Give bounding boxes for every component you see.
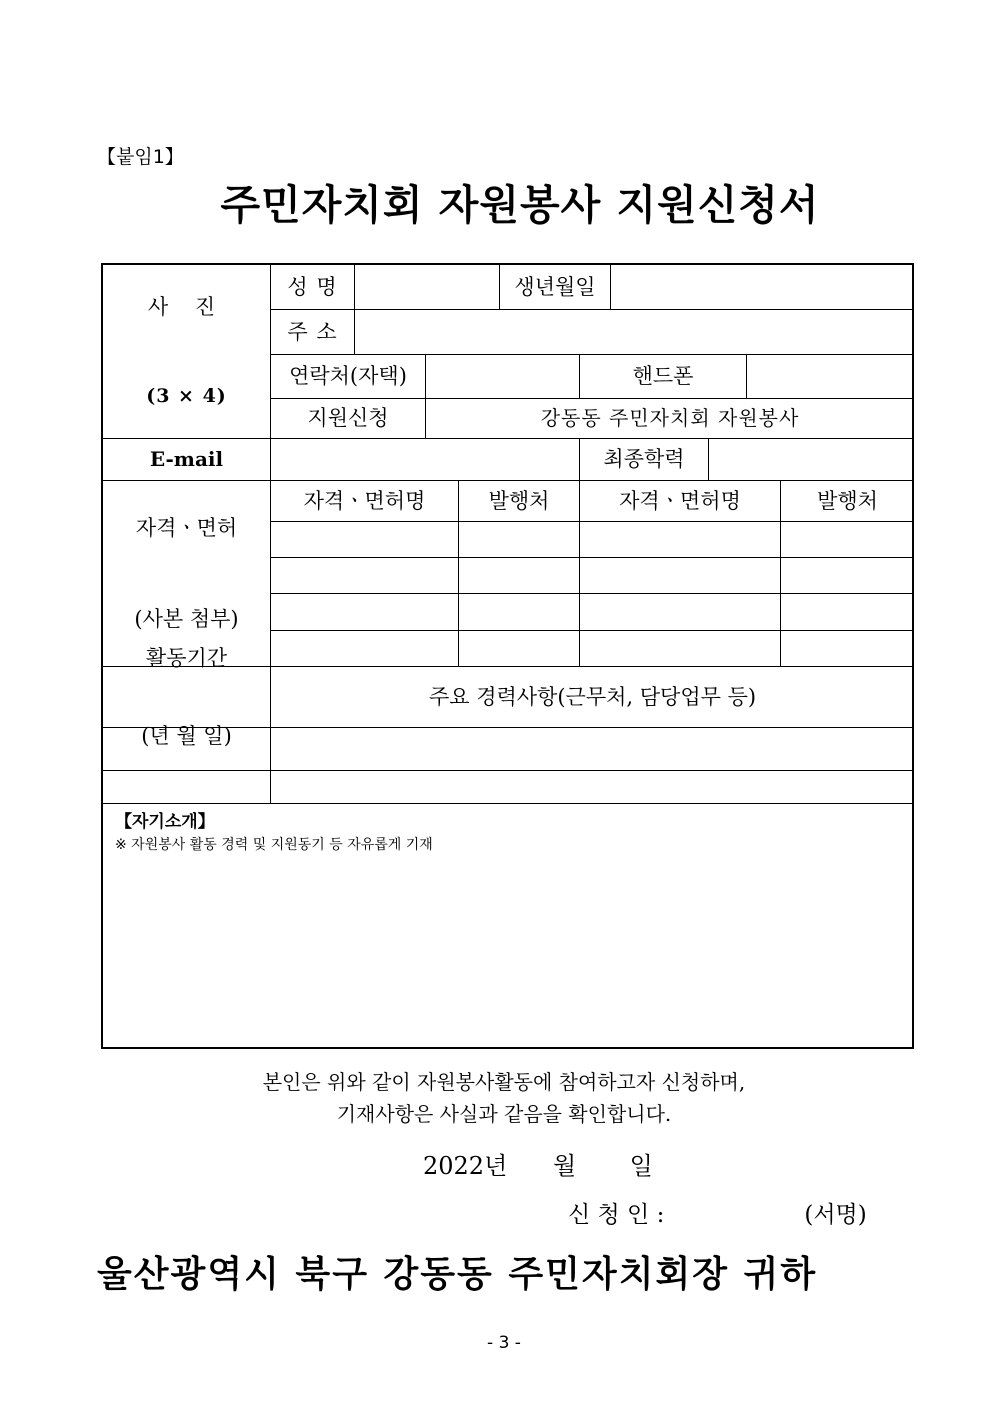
- mobile-field[interactable]: [747, 355, 914, 398]
- application-date: 2022년 월 일: [423, 1152, 653, 1180]
- license-name-header-1: 자격ㆍ면허명: [303, 488, 426, 513]
- apply-label: 지원신청: [307, 406, 389, 431]
- applicant-line: [568, 1196, 867, 1229]
- education-field[interactable]: [709, 439, 914, 480]
- period-field[interactable]: [103, 771, 270, 803]
- phone-home-label: 연락처(자택): [289, 364, 407, 389]
- address-field[interactable]: [355, 310, 914, 354]
- career-header: 주요 경력사항(근무처, 담당업무 등): [428, 684, 757, 709]
- license-label-line2: (사본 첨부): [134, 606, 239, 631]
- applicant-label: 신 청 인 :: [568, 1202, 665, 1228]
- mobile-label: 핸드폰: [632, 364, 694, 389]
- attachment-label: 【붙임1】: [97, 146, 184, 168]
- application-form: [101, 263, 914, 1049]
- self-intro-title: 【자기소개】: [115, 812, 215, 832]
- period-label-line2: (년 월 일): [141, 724, 232, 749]
- birth-label: 생년월일: [514, 274, 596, 299]
- phone-home-field[interactable]: [426, 355, 579, 398]
- signature-label: (서명): [804, 1202, 867, 1228]
- issuer-header-2: 발행처: [817, 488, 878, 513]
- name-label: 성 명: [287, 274, 338, 299]
- row-divider: [271, 557, 914, 558]
- photo-box: [103, 265, 270, 438]
- education-label: 최종학력: [603, 447, 685, 472]
- email-field[interactable]: [271, 439, 579, 480]
- issuer-header-1: 발행처: [488, 488, 550, 513]
- row-divider: [271, 593, 914, 594]
- apply-value: 강동동 주민자치회 자원봉사: [540, 406, 800, 430]
- license-label-line1: 자격ㆍ면허: [135, 515, 238, 540]
- row-divider: [271, 630, 914, 631]
- declaration-line-2: 기재사항은 사실과 같음을 확인합니다.: [336, 1102, 672, 1126]
- email-label: E-mail: [149, 447, 224, 471]
- self-intro-note: ※ 자원봉사 활동 경력 및 지원동기 등 자유롭게 기재: [115, 837, 433, 853]
- recipient: 울산광역시 북구 강동동 주민자치회장 귀하: [97, 1253, 818, 1295]
- period-field[interactable]: [103, 728, 270, 770]
- address-label: 주 소: [287, 319, 338, 344]
- document-title: 주민자치회 자원봉사 지원신청서: [220, 181, 820, 229]
- declaration-line-1: 본인은 위와 같이 자원봉사활동에 참여하고자 신청하며,: [262, 1070, 746, 1094]
- name-field[interactable]: [355, 265, 499, 309]
- license-name-header-2: 자격ㆍ면허명: [619, 488, 741, 513]
- period-label: [103, 645, 270, 749]
- page-number: - 3 -: [487, 1333, 521, 1353]
- period-label-line1: 활동기간: [145, 645, 228, 670]
- photo-size: (3 × 4): [146, 385, 227, 408]
- birth-field[interactable]: [611, 265, 914, 309]
- career-field[interactable]: [271, 728, 914, 770]
- career-field[interactable]: [271, 771, 914, 803]
- self-intro-section: [115, 807, 433, 854]
- row-divider: [103, 803, 914, 804]
- photo-label: 사 진: [147, 295, 226, 320]
- row-divider: [271, 521, 914, 522]
